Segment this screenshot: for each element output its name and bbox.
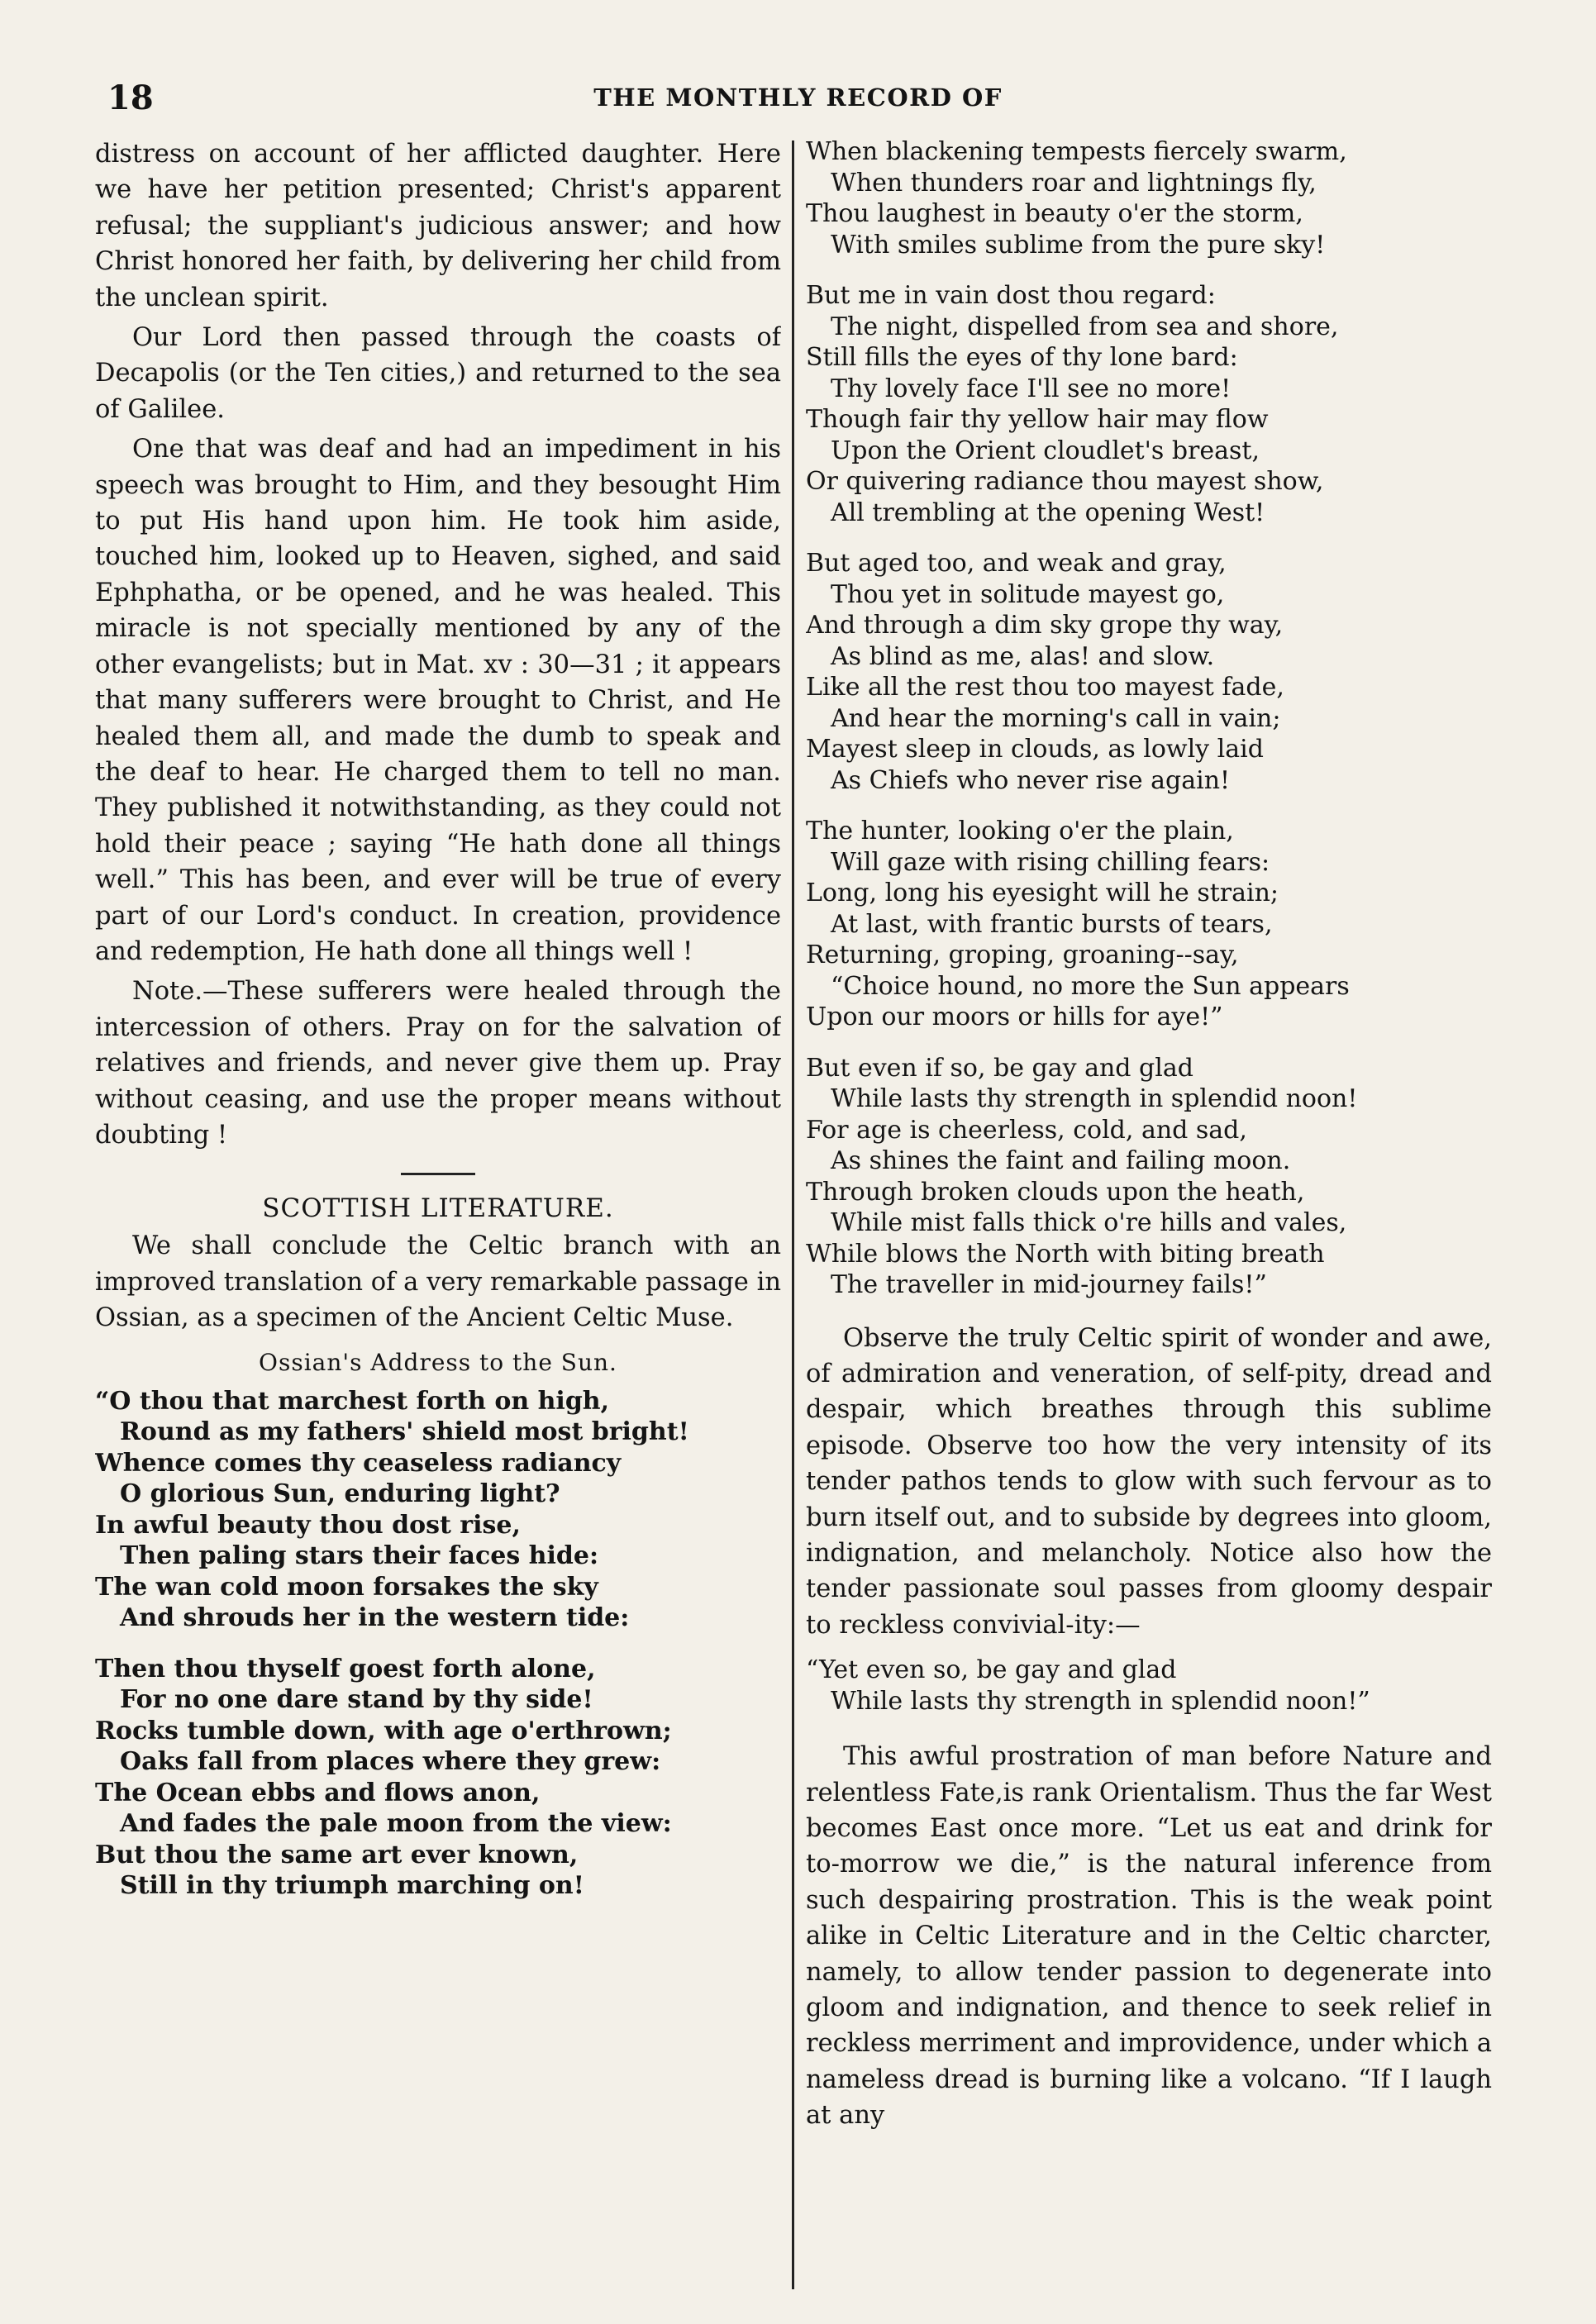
poem-line: Upon our moors or hills for aye!” xyxy=(806,1002,1223,1031)
poem-line: Then thou thyself goest forth alone, xyxy=(95,1654,596,1683)
column-rule xyxy=(792,140,794,2289)
poem-line: As Chiefs who never rise again! xyxy=(831,765,1231,795)
poem-line: Like all the rest thou too mayest fade, xyxy=(806,673,1284,702)
poem-line: Round as my fathers' shield most bright! xyxy=(120,1417,689,1447)
poem-line: Through broken clouds upon the heath, xyxy=(806,1177,1305,1207)
poem-line: But thou the same art ever known, xyxy=(95,1840,579,1869)
poem-stanza xyxy=(806,136,1492,260)
poem-line: And through a dim sky grope thy way, xyxy=(806,611,1284,640)
poem-line: Oaks fall from places where they grew: xyxy=(120,1747,661,1777)
block-quote xyxy=(806,1655,1492,1717)
poem-stanza xyxy=(95,1654,781,1902)
page-header xyxy=(107,79,1489,128)
poem-stanza xyxy=(806,1053,1492,1301)
poem-line: The Ocean ebbs and flows anon, xyxy=(95,1778,541,1807)
poem-line: Long, long his eyesight will he strain; xyxy=(806,879,1279,907)
poem-line: Thou yet in solitude mayest go, xyxy=(831,579,1225,609)
poem-line: While lasts thy strength in splendid noon! xyxy=(831,1084,1358,1113)
poem-line: For no one dare stand by thy side! xyxy=(120,1685,593,1715)
poem-line: The night, dispelled from sea and shore, xyxy=(831,312,1339,341)
poem-line: And shrouds her in the western tide: xyxy=(120,1603,630,1633)
poem-stanza xyxy=(806,548,1492,796)
poem-line: While blows the North with biting breath xyxy=(806,1239,1325,1269)
poem-stanza xyxy=(806,280,1492,528)
paragraph-ephphatha: One that was deaf and had an impediment in his speech was brought to Him, and they besought Him to put His hand upon him. He took him aside, touched him, looked up to Heaven, sighed, and said Ephphatha, or be opened, and he was healed. This miracle is not specially mentioned by any of the other evangelists; but in Mat. xv : 30—31 ; it appears that many sufferers were brought to Christ, and He healed them all, and made the dumb to speak and the deaf to hear. He charged them to tell no man. They published it notwithstanding, as they could not hold their peace ; saying “He hath done all things well.” This has been, and ever will be true of every part of our Lord's conduct. In creation, providence and redemption, He hath done all things well ! xyxy=(95,435,781,966)
poem-line: Rocks tumble down, with age o'erthrown; xyxy=(95,1716,672,1745)
poem-line: Whence comes thy ceaseless radiancy xyxy=(95,1448,622,1478)
poem-line: At last, with frantic bursts of tears, xyxy=(831,909,1273,939)
poem-line: But me in vain dost thou regard: xyxy=(806,281,1216,310)
section-title: SCOTTISH LITERATURE. xyxy=(262,1193,614,1224)
poem-line: When blackening tempests fiercely swarm, xyxy=(806,137,1347,166)
poem-title: Ossian's Address to the Sun. xyxy=(259,1348,617,1376)
right-column xyxy=(806,136,1492,2285)
poem-line: But aged too, and weak and gray, xyxy=(806,549,1227,578)
section-intro: We shall conclude the Celtic branch with an improved translation of a very remarkable passage in Ossian, as a specimen of the Ancient Celtic Muse. xyxy=(95,1231,781,1333)
poem-line: Upon the Orient cloudlet's breast, xyxy=(831,436,1260,465)
section-divider xyxy=(401,1173,475,1175)
poem-line: Returning, groping, groaning--say, xyxy=(806,941,1239,969)
paragraph-decapolis: Our Lord then passed through the coasts of Decapolis (or the Ten cities,) and returned to the sea of Galilee. xyxy=(95,323,781,424)
poem-line: The wan cold moon forsakes the sky xyxy=(95,1572,598,1602)
poem-line: All trembling at the opening West! xyxy=(831,498,1265,527)
poem-line: Will gaze with rising chilling fears: xyxy=(831,847,1270,877)
poem-line: Or quivering radiance thou mayest show, xyxy=(806,467,1324,496)
quote-line: “Yet even so, be gay and glad xyxy=(806,1655,1177,1685)
poem-line: “O thou that marchest forth on high, xyxy=(95,1386,610,1416)
poem-line: Still in thy triumph marching on! xyxy=(120,1871,584,1901)
poem-line: “Choice hound, no more the Sun appears xyxy=(831,971,1350,1001)
poem-line: When thunders roar and lightnings fly, xyxy=(831,168,1317,198)
poem-line: Thy lovely face I'll see no more! xyxy=(831,374,1232,403)
quote-line: While lasts thy strength in splendid noon!” xyxy=(831,1687,1370,1717)
poem-line: Still fills the eyes of thy lone bard: xyxy=(806,343,1238,372)
poem-stanza xyxy=(806,816,1492,1033)
poem-line: But even if so, be gay and glad xyxy=(806,1053,1193,1083)
poem-line: Though fair thy yellow hair may flow xyxy=(806,405,1269,434)
poem-line: As shines the faint and failing moon. xyxy=(831,1146,1291,1175)
left-column xyxy=(95,136,781,2285)
poem-line: And fades the pale moon from the view: xyxy=(120,1809,672,1839)
poem-line: In awful beauty thou dost rise, xyxy=(95,1510,521,1540)
page-number: 18 xyxy=(107,79,154,117)
paragraph-note: Note.—These sufferers were healed through the intercession of others. Pray on for the salvation of relatives and friends, and never give them up. Pray without ceasing, and use the proper means without doubting ! xyxy=(95,977,781,1150)
running-title: THE MONTHLY RECORD OF xyxy=(593,83,1003,112)
paragraph-orientalism: This awful prostration of man before Nature and relentless Fate,is rank Orientalism. Thus the far West becomes East once more. “Let us eat and drink for to-morrow we die,” is the natural inference from such despairing prostration. This is the weak point alike in Celtic Literature and in the Celtic charcter, namely, to allow tender passion to degenerate into gloom and indignation, and thence to seek relief in reckless merriment and improvidence, under which a nameless dread is burning like a volcano. “If I laugh at any xyxy=(806,1742,1492,2131)
poem-line: Mayest sleep in clouds, as lowly laid xyxy=(806,735,1264,764)
poem-line: With smiles sublime from the pure sky! xyxy=(831,230,1326,260)
poem-line: The traveller in mid-journey fails!” xyxy=(831,1270,1267,1299)
poem-line: Thou laughest in beauty o'er the storm, xyxy=(806,199,1303,228)
poem-line: The hunter, looking o'er the plain, xyxy=(806,817,1234,845)
poem-line: Then paling stars their faces hide: xyxy=(120,1541,599,1571)
poem-line: O glorious Sun, enduring light? xyxy=(120,1479,560,1509)
poem-line: While mist falls thick o're hills and vales, xyxy=(831,1208,1347,1237)
poem-line: As blind as me, alas! and slow. xyxy=(831,641,1215,671)
paragraph-continuation: distress on account of her afflicted daughter. Here we have her petition presented; Christ's apparent refusal; the suppliant's judicious answer; and how Christ honored her faith, by delivering her child from the unclean spirit. xyxy=(95,140,781,312)
poem-line: For age is cheerless, cold, and sad, xyxy=(806,1115,1247,1145)
paragraph-celtic-spirit: Observe the truly Celtic spirit of wonder and awe, of admiration and veneration, of self-pity, dread and despair, which breathes through this sublime episode. Observe too how the very intensity of its tender pathos tends to glow with such fervour as to burn itself out, and to subside by degrees into gloom, indignation, and melancholy. Notice also how the tender passionate soul passes from gloomy despair to reckless convivial-ity:— xyxy=(806,1323,1492,1640)
poem-line: And hear the morning's call in vain; xyxy=(831,703,1281,733)
poem-stanza xyxy=(95,1386,781,1634)
